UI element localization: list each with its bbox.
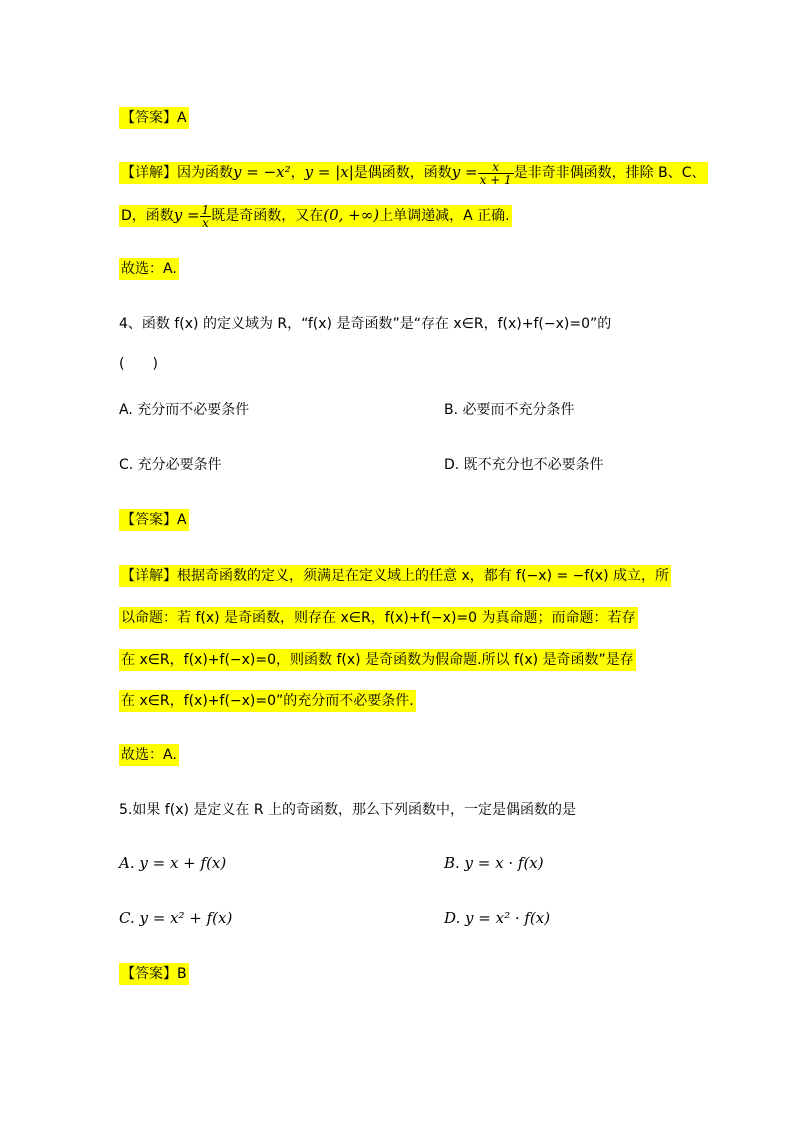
detail-segment: ， bbox=[290, 165, 305, 181]
detail-line bbox=[119, 202, 512, 230]
question-stem bbox=[119, 312, 611, 336]
detail-segment: D，函数 bbox=[121, 208, 174, 224]
option-a[interactable]: A. 充分而不必要条件 bbox=[119, 402, 250, 418]
math-expr: y = bbox=[451, 163, 478, 181]
option-d[interactable]: D. 既不充分也不必要条件 bbox=[444, 457, 604, 473]
detail-segment: 上单调递减，A 正确. bbox=[379, 208, 510, 224]
detail-line bbox=[119, 606, 638, 630]
choice-text: 故选：A. bbox=[119, 258, 179, 280]
detail-text: 以命题：若 f(x) 是奇函数，则存在 x∈R，f(x)+f(−x)=0 为真命题；而命题：若存 bbox=[119, 607, 638, 629]
option-c[interactable]: C. y = x² + f(x) bbox=[119, 909, 233, 927]
detail-text bbox=[119, 159, 708, 187]
option-a[interactable]: A. y = x + f(x) bbox=[119, 854, 227, 872]
detail-segment: 是非奇非偶函数，排除 B、C、 bbox=[513, 165, 706, 181]
detail-segment: 是偶函数，函数 bbox=[353, 165, 452, 181]
fraction-denominator: x + 1 bbox=[479, 172, 512, 187]
fraction bbox=[478, 161, 514, 186]
choice-line bbox=[119, 257, 179, 281]
question-text: 5.如果 f(x) 是定义在 R 上的奇函数，那么下列函数中，一定是偶函数的是 bbox=[119, 802, 577, 818]
detail-text bbox=[119, 202, 512, 230]
answer-text: 【答案】B bbox=[119, 963, 189, 985]
detail-segment: 既是奇函数，又在 bbox=[211, 208, 324, 224]
option-d[interactable]: D. y = x² · f(x) bbox=[444, 909, 551, 927]
detail-line bbox=[119, 648, 636, 672]
answer-text: 【答案】A bbox=[119, 509, 189, 531]
paren-text: ( ) bbox=[119, 356, 158, 372]
answer-label bbox=[119, 508, 189, 532]
math-expr: y = |x| bbox=[304, 163, 354, 181]
option-b[interactable]: B. y = x · f(x) bbox=[444, 854, 544, 872]
math-expr: y = bbox=[173, 206, 200, 224]
question-stem bbox=[119, 798, 576, 822]
detail-text: 【详解】根据奇函数的定义，须满足在定义域上的任意 x，都有 f(−x) = −f(x) 成立，所 bbox=[119, 565, 671, 587]
fraction-numerator: x bbox=[478, 161, 514, 174]
option-c[interactable]: C. 充分必要条件 bbox=[119, 457, 222, 473]
answer-label bbox=[119, 106, 189, 130]
math-expr: y = −x² bbox=[233, 163, 291, 181]
fraction-numerator: 1 bbox=[201, 202, 210, 217]
question-text: 4、函数 f(x) 的定义域为 R，“f(x) 是奇函数”是“存在 x∈R，f(x)+f(−x)=0”的 bbox=[119, 316, 612, 332]
question-paren bbox=[119, 352, 158, 376]
detail-text: 在 x∈R，f(x)+f(−x)=0，则函数 f(x) 是奇函数为假命题.所以 f(x) 是奇函数”是存 bbox=[119, 649, 636, 671]
choice-line bbox=[119, 743, 179, 767]
math-expr: (0, +∞) bbox=[323, 206, 380, 224]
detail-text: 在 x∈R，f(x)+f(−x)=0”的充分而不必要条件. bbox=[119, 690, 416, 712]
detail-line bbox=[119, 159, 708, 187]
fraction-denominator: x bbox=[202, 215, 209, 230]
option-b[interactable]: B. 必要而不充分条件 bbox=[444, 402, 575, 418]
answer-text: 【答案】A bbox=[119, 107, 189, 129]
fraction bbox=[200, 204, 212, 229]
detail-line bbox=[119, 689, 416, 713]
detail-segment: 【详解】因为函数 bbox=[121, 165, 233, 181]
detail-line bbox=[119, 564, 671, 588]
choice-text: 故选：A. bbox=[119, 744, 179, 766]
answer-label bbox=[119, 962, 189, 986]
